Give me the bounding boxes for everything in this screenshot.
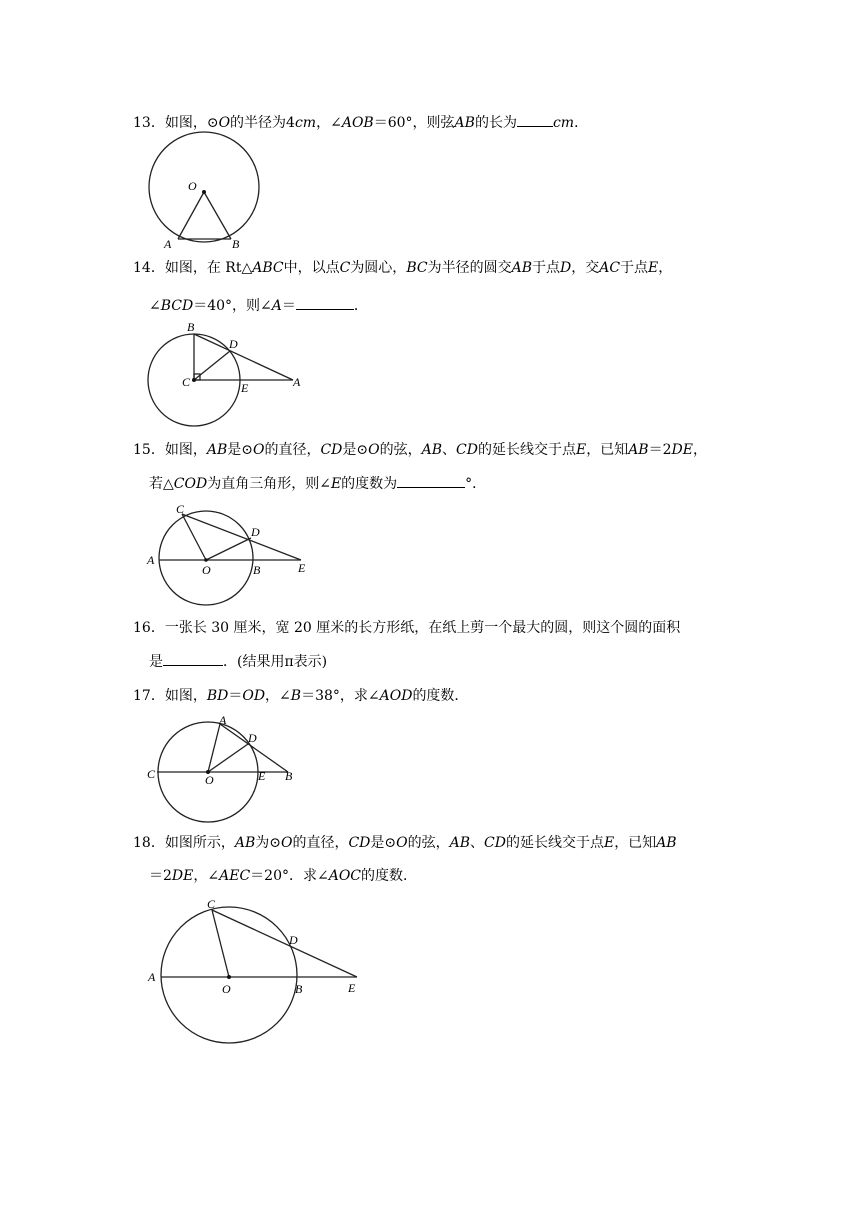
var: A — [271, 298, 282, 314]
text: 如图所示， — [164, 835, 235, 851]
segment-ba — [194, 334, 293, 380]
text: 如图， — [164, 688, 207, 704]
label-d: D — [289, 933, 298, 947]
label-a: A — [219, 713, 227, 727]
var: AOB — [341, 115, 374, 131]
var: O — [218, 115, 231, 131]
question-number: 15． — [133, 442, 165, 458]
text: 的弦， — [407, 835, 450, 851]
text: 为⊙ — [255, 835, 281, 851]
center-point — [227, 975, 231, 979]
var: CD — [456, 442, 478, 458]
var: E — [575, 442, 587, 458]
var: AB — [421, 442, 443, 458]
var: AB — [656, 835, 677, 851]
line-ce — [212, 910, 357, 977]
center-point — [202, 190, 206, 194]
text: ＝38°，求∠ — [301, 688, 380, 704]
var: AB — [454, 115, 475, 131]
text: 于点 — [531, 260, 560, 276]
text: 的延长线交于点 — [477, 442, 576, 458]
var: E — [648, 260, 659, 276]
segment-ob — [204, 192, 231, 239]
label-o: O — [205, 773, 214, 787]
label-c: C — [147, 767, 156, 781]
text: 的直径， — [264, 442, 321, 458]
segment-oc — [182, 514, 206, 560]
figure-18 — [145, 895, 370, 1045]
var: cm — [294, 115, 317, 131]
text: 是⊙ — [227, 442, 253, 458]
answer-blank[interactable] — [397, 473, 465, 488]
text: ． — [353, 298, 368, 314]
var: AB — [234, 835, 256, 851]
var: DE — [171, 868, 194, 884]
var: AB — [628, 442, 649, 458]
text: ， — [692, 442, 707, 458]
text: ∠ — [149, 298, 161, 314]
var: CD — [484, 835, 506, 851]
question-16-line2 — [149, 651, 327, 672]
text: 的直径， — [292, 835, 349, 851]
var: O — [280, 835, 293, 851]
var: BC — [406, 260, 428, 276]
text: 如图，⊙ — [164, 115, 219, 131]
text: ＝40°，则∠ — [193, 298, 272, 314]
label-b: B — [295, 982, 303, 996]
label-a: A — [293, 375, 301, 389]
text: 为半径的圆交 — [427, 260, 512, 276]
text: 、 — [470, 835, 485, 851]
text: ，∠ — [316, 115, 342, 131]
var: O — [252, 442, 265, 458]
text: 为直角三角形，则∠ — [207, 476, 331, 492]
label-d: D — [229, 337, 238, 351]
text: ，∠ — [193, 868, 220, 884]
label-a: A — [164, 237, 172, 251]
text: 如图，在 Rt△ — [164, 260, 253, 276]
text: 是⊙ — [370, 835, 397, 851]
segment-oa — [178, 192, 204, 239]
label-b: B — [232, 237, 240, 251]
var: OD — [242, 688, 266, 704]
text: 若△ — [149, 476, 174, 492]
center-point — [192, 378, 196, 382]
question-number: 14． — [133, 260, 165, 276]
text: ＝2 — [648, 442, 672, 458]
text: ， — [658, 260, 673, 276]
var: AB — [449, 835, 471, 851]
text: ＝ — [281, 298, 296, 314]
text: 于点 — [620, 260, 649, 276]
text: ＝60°，则弦 — [373, 115, 455, 131]
text: 的弦， — [379, 442, 422, 458]
var: C — [339, 260, 351, 276]
var: CD — [320, 442, 343, 458]
label-b: B — [285, 769, 293, 783]
answer-blank[interactable] — [163, 651, 223, 666]
text: 如图， — [164, 442, 207, 458]
question-16-line1 — [133, 618, 680, 638]
label-d: D — [248, 731, 257, 745]
var: DE — [671, 442, 693, 458]
text: ，已知 — [614, 835, 657, 851]
text: 一张长 30 厘米，宽 20 厘米的长方形纸，在纸上剪一个最大的圆，则这个圆的面积 — [164, 620, 681, 636]
var: cm — [552, 115, 575, 131]
label-d: D — [251, 525, 260, 539]
answer-blank[interactable] — [296, 295, 354, 310]
var: O — [368, 442, 380, 458]
figure-17 — [145, 712, 305, 822]
var: E — [330, 476, 342, 492]
question-15-line1 — [133, 440, 707, 460]
question-15-line2 — [149, 473, 486, 494]
text: ． — [574, 115, 589, 131]
var: AOD — [379, 688, 413, 704]
label-b: B — [187, 320, 195, 334]
var: AB — [206, 442, 228, 458]
question-18-line1 — [133, 833, 677, 853]
text: 为圆心， — [350, 260, 407, 276]
var: BD — [206, 688, 229, 704]
var: AEC — [219, 868, 251, 884]
question-number: 16． — [133, 620, 165, 636]
text: ，已知 — [586, 442, 629, 458]
var: CD — [348, 835, 371, 851]
var: COD — [173, 476, 208, 492]
answer-blank[interactable] — [517, 112, 553, 127]
var: D — [559, 260, 572, 276]
text: 的度数． — [361, 868, 418, 884]
text: °． — [465, 476, 487, 492]
question-number: 18． — [133, 835, 165, 851]
segment-oc — [212, 910, 229, 977]
circle-o — [149, 132, 259, 242]
question-18-line2 — [149, 866, 417, 886]
label-c: C — [176, 502, 185, 516]
var: AB — [511, 260, 532, 276]
text: 的半径为4 — [230, 115, 295, 131]
figure-15 — [145, 500, 320, 610]
label-e: E — [348, 981, 356, 995]
segment-od — [206, 538, 251, 560]
text: ＝20°．求∠ — [250, 868, 329, 884]
text: ＝ — [228, 688, 243, 704]
label-o: O — [202, 563, 211, 577]
label-o: O — [222, 982, 231, 996]
label-o: O — [188, 179, 197, 193]
label-b: B — [253, 563, 261, 577]
var: E — [603, 835, 615, 851]
question-14-line2 — [149, 295, 368, 316]
question-17 — [133, 686, 468, 706]
label-e: E — [241, 381, 249, 395]
question-number: 13． — [133, 115, 165, 131]
figure-13 — [145, 135, 265, 255]
text: 的度数． — [412, 688, 469, 704]
text: ，∠ — [265, 688, 291, 704]
label-a: A — [147, 553, 155, 567]
center-point — [204, 558, 208, 562]
question-number: 17． — [133, 688, 165, 704]
var: BCD — [160, 298, 194, 314]
figure-14 — [145, 320, 315, 430]
text: 的度数为 — [341, 476, 398, 492]
text: 、 — [442, 442, 457, 458]
var: O — [396, 835, 408, 851]
text: ．(结果用π表示) — [223, 654, 328, 670]
var: AOC — [328, 868, 362, 884]
text: 是 — [149, 654, 163, 670]
question-14-line1 — [133, 258, 672, 278]
label-c: C — [207, 897, 216, 911]
var: ABC — [252, 260, 284, 276]
text: 的长为 — [474, 115, 517, 131]
text: ，交 — [571, 260, 600, 276]
label-e: E — [298, 561, 306, 575]
circle-o — [159, 511, 253, 605]
text: 是⊙ — [342, 442, 369, 458]
text: 中，以点 — [283, 260, 340, 276]
label-c: C — [182, 375, 191, 389]
question-13 — [133, 112, 588, 133]
label-e: E — [258, 769, 266, 783]
var: AC — [599, 260, 621, 276]
var: B — [290, 688, 302, 704]
label-a: A — [148, 970, 156, 984]
line-ce — [182, 514, 301, 560]
text: 的延长线交于点 — [505, 835, 604, 851]
text: ＝2 — [149, 868, 172, 884]
